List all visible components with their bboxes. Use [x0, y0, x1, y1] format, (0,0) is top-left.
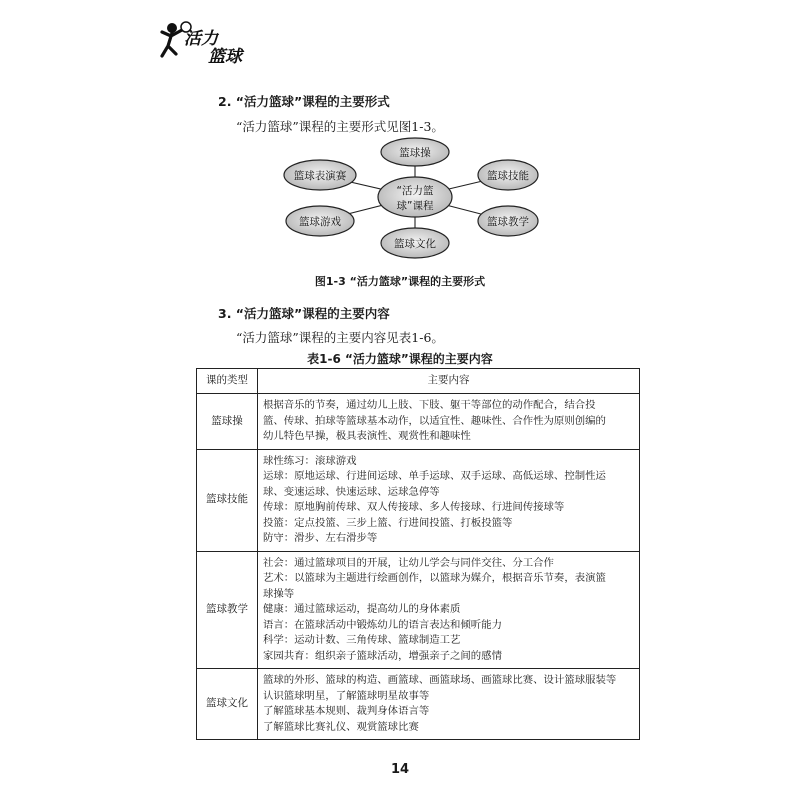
content-line: 传球：原地胸前传球、双人传接球、多人传接球、行进间传接球等 [263, 501, 565, 513]
row-type-cell: 篮球操 [197, 394, 258, 450]
node-label-bottom-left: 篮球游戏 [299, 216, 341, 228]
content-line: 球操等 [263, 587, 295, 600]
diagram-node-bottom-left [286, 206, 354, 236]
svg-text:活力: 活力 [184, 29, 218, 49]
node-label-bottom-right: 篮球教学 [487, 216, 529, 228]
content-line: 了解篮球基本规则、裁判身体语言等 [263, 705, 430, 717]
node-label-top-right: 篮球技能 [487, 170, 529, 182]
diagram-node-top-left [284, 160, 356, 190]
logo-graphic [158, 18, 268, 68]
content-line: 艺术：以篮球为主题进行绘画创作，以篮球为媒介，根据音乐节奏，表演篮 [263, 572, 606, 584]
content-line: 家园共育：组织亲子篮球活动，增强亲子之间的感情 [263, 649, 502, 662]
diagram-center-node [378, 177, 452, 217]
table-header-row [197, 369, 640, 394]
table-row [197, 669, 640, 740]
table-row [197, 551, 640, 669]
svg-text:篮球: 篮球 [208, 47, 242, 67]
section-3-heading: 3. “活力篮球”课程的主要内容 [218, 306, 390, 321]
page-number: 14 [390, 762, 410, 777]
content-line: 篮、传球、拍球等篮球基本动作，以适宜性、趣味性、合作性为原则创编的 [263, 414, 606, 427]
section-2-heading: 2. “活力篮球”课程的主要形式 [218, 94, 390, 109]
node-label-top: 篮球操 [399, 147, 431, 159]
course-forms-diagram [270, 130, 540, 265]
table-row [197, 394, 640, 450]
column-header-content: 主要内容 [258, 369, 640, 394]
row-content-cell [258, 551, 640, 669]
content-line: 篮球的外形、篮球的构造、画篮球、画篮球场、画篮球比赛、设计篮球服装等 [263, 674, 617, 686]
content-line: 语言：在篮球活动中锻炼幼儿的语言表达和倾听能力 [263, 618, 502, 631]
diagram-node-bottom-right [478, 206, 538, 236]
row-content-cell [258, 394, 640, 450]
section-2-paragraph: “活力篮球”课程的主要形式见图1-3。 [236, 119, 444, 134]
figure-caption: 图1-3 “活力篮球”课程的主要形式 [314, 275, 486, 288]
column-header-type: 课的类型 [197, 369, 258, 394]
content-line: 根据音乐的节奏，通过幼儿上肢、下肢、躯干等部位的动作配合，结合投 [263, 399, 596, 411]
row-type-cell: 篮球教学 [197, 551, 258, 669]
node-label-top-left: 篮球表演赛 [293, 170, 347, 182]
content-line: 了解篮球比赛礼仪、观赏篮球比赛 [263, 720, 419, 733]
row-content-cell [258, 449, 640, 551]
row-content-cell [258, 669, 640, 740]
diagram-node-bottom [381, 228, 449, 258]
content-line: 社会：通过篮球项目的开展，让幼儿学会与同伴交往、分工合作 [263, 556, 554, 569]
center-label-line1: “活力篮 [396, 185, 434, 197]
section-3-paragraph: “活力篮球”课程的主要内容见表1-6。 [236, 330, 444, 345]
diagram-node-top [381, 138, 449, 166]
content-line: 认识篮球明星，了解篮球明星故事等 [263, 689, 430, 702]
content-line: 健康：通过篮球运动，提高幼儿的身体素质 [263, 603, 461, 615]
content-line: 运球：原地运球、行进间运球、单手运球、双手运球、高低运球、控制性运 [263, 470, 606, 482]
course-content-table [196, 368, 640, 740]
content-line: 幼儿特色早操，极具表演性、观赏性和趣味性 [263, 430, 471, 442]
content-line: 防守：滑步、左右滑步等 [263, 532, 378, 544]
center-label-line2: 球”课程 [396, 200, 434, 212]
diagram-node-top-right [478, 160, 538, 190]
logo [158, 18, 268, 68]
content-line: 投篮：定点投篮、三步上篮、行进间投篮、打板投篮等 [263, 516, 513, 529]
row-type-cell: 篮球技能 [197, 449, 258, 551]
row-type-cell: 篮球文化 [197, 669, 258, 740]
table-row [197, 449, 640, 551]
content-line: 球性练习：滚球游戏 [263, 454, 357, 467]
content-line: 球、变速运球、快速运球、运球急停等 [263, 485, 440, 498]
node-label-bottom: 篮球文化 [394, 238, 436, 250]
content-line: 科学：运动计数、三角传球、篮球制造工艺 [263, 634, 461, 646]
table-caption: 表1-6 “活力篮球”课程的主要内容 [307, 352, 493, 366]
